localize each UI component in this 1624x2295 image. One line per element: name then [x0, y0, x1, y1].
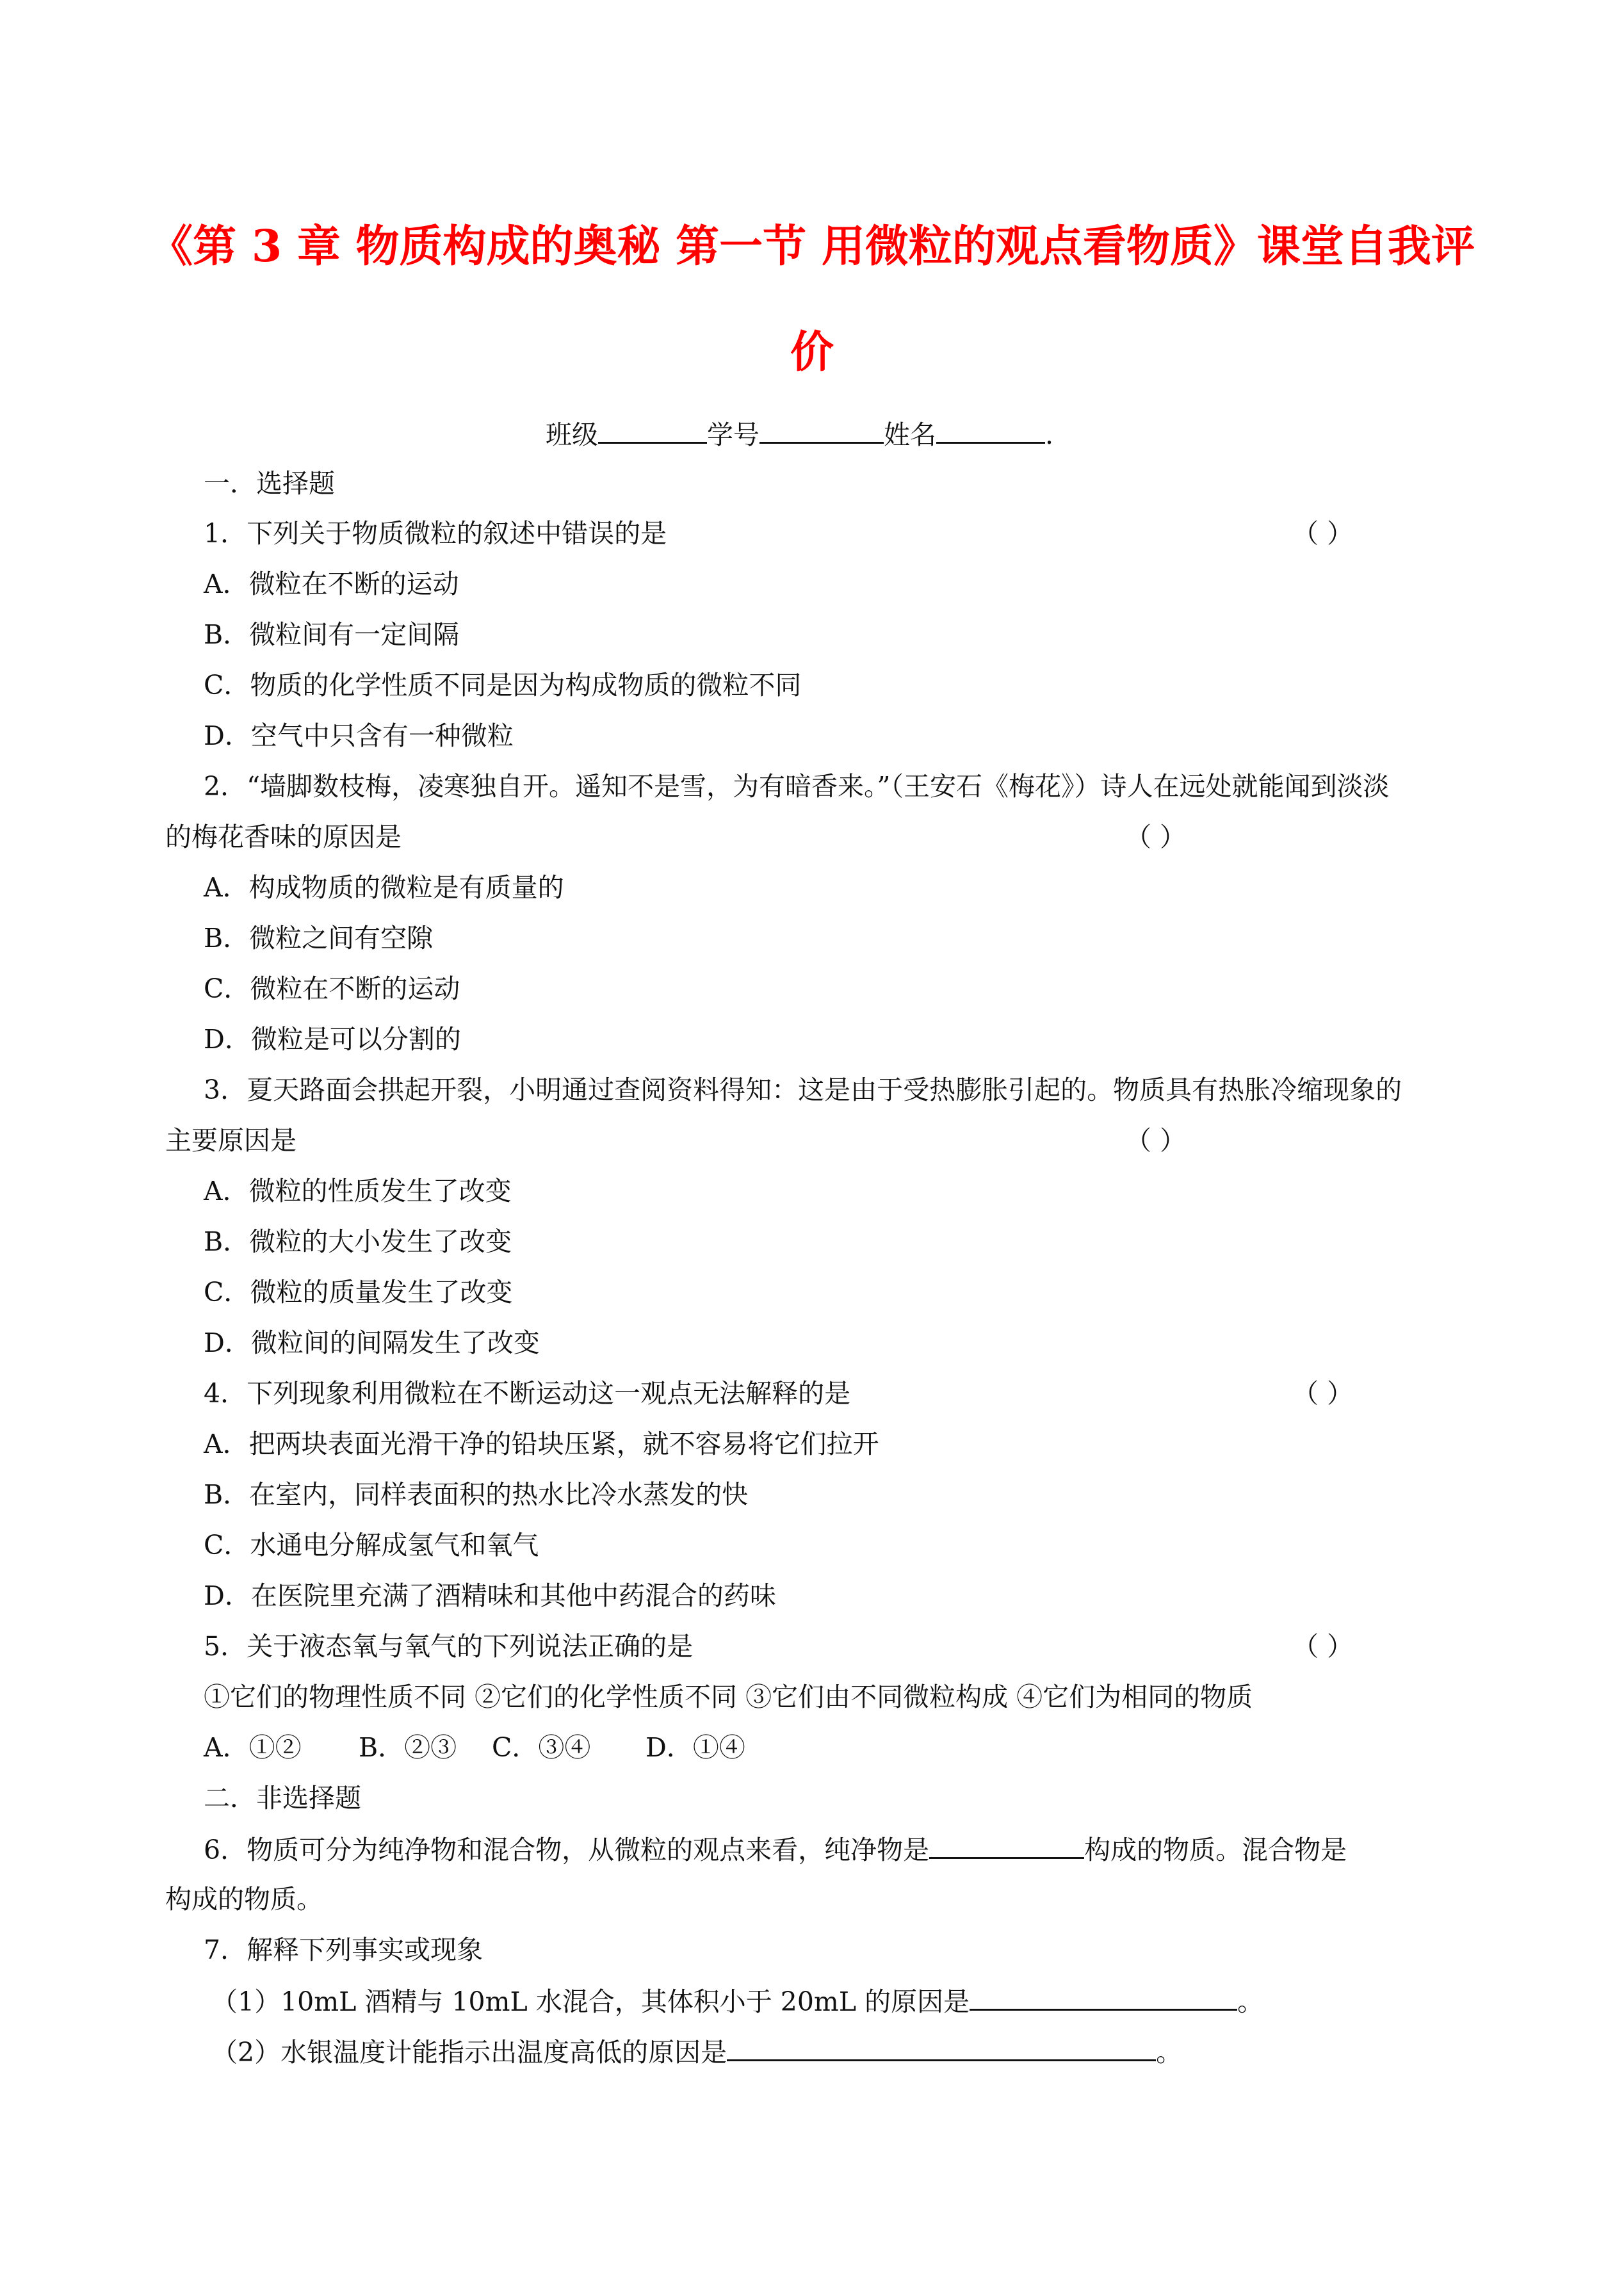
q3-option-a: A．微粒的性质发生了改变 — [204, 1176, 512, 1206]
q4-option-a: A．把两块表面光滑干净的铅块压紧，就不容易将它们拉开 — [204, 1429, 879, 1459]
q5-option-a: A．①② — [204, 1732, 302, 1763]
q2-stem-line2: 的梅花香味的原因是 — [165, 822, 402, 852]
name-blank[interactable] — [936, 416, 1045, 444]
q3-stem-line2: 主要原因是 — [165, 1125, 296, 1156]
section-nonchoice-heading: 二．非选择题 — [204, 1783, 361, 1813]
q3-option-d: D．微粒间的间隔发生了改变 — [204, 1327, 540, 1358]
q1-answer-paren[interactable]: （ ） — [1292, 518, 1354, 549]
q6-text-a: 6．物质可分为纯净物和混合物，从微粒的观点来看，纯净物是 — [204, 1835, 930, 1865]
q5-option-d: D．①④ — [646, 1732, 745, 1763]
q3-stem-line1: 3．夏天路面会拱起开裂，小明通过查阅资料得知：这是由于受热膨胀引起的。物质具有热胀冷缩现象的 — [204, 1075, 1402, 1105]
q6-pure-blank[interactable] — [929, 1831, 1084, 1859]
q6-stem-line2: 构成的物质。 — [165, 1884, 323, 1915]
q1-option-d: D．空气中只含有一种微粒 — [204, 720, 514, 751]
q5-stem: 5．关于液态氧与氧气的下列说法正确的是 — [204, 1631, 694, 1662]
q4-answer-paren[interactable]: （ ） — [1292, 1378, 1354, 1409]
info-end-mark: . — [1045, 419, 1054, 450]
q3-answer-paren[interactable]: （ ） — [1125, 1125, 1187, 1156]
q1-option-c: C．物质的化学性质不同是因为构成物质的微粒不同 — [204, 670, 802, 701]
document-title-line2: 价 — [790, 327, 834, 378]
q4-option-b: B．在室内，同样表面积的热水比冷水蒸发的快 — [204, 1479, 749, 1510]
q7-sub1-end: 。 — [1237, 1986, 1264, 2017]
q4-option-d: D．在医院里充满了酒精味和其他中药混合的药味 — [204, 1580, 776, 1611]
q2-option-b: B．微粒之间有空隙 — [204, 923, 434, 953]
q1-option-a: A．微粒在不断的运动 — [204, 569, 459, 599]
q5-options-row — [204, 1730, 745, 1765]
q2-option-d: D．微粒是可以分割的 — [204, 1024, 461, 1055]
class-label: 班级 — [546, 419, 598, 450]
q5-option-b: B．②③ — [359, 1732, 457, 1763]
q7-sub1 — [211, 1983, 1263, 2019]
q4-option-c: C．水通电分解成氢气和氧气 — [204, 1530, 539, 1561]
number-label: 学号 — [707, 419, 759, 450]
q4-stem: 4．下列现象利用微粒在不断运动这一观点无法解释的是 — [204, 1378, 851, 1409]
section-choice-heading: 一．选择题 — [204, 468, 335, 499]
q1-option-b: B．微粒间有一定间隔 — [204, 619, 460, 650]
q7-sub1-blank[interactable] — [970, 1983, 1237, 2011]
q7-stem: 7．解释下列事实或现象 — [204, 1934, 483, 1965]
number-blank[interactable] — [759, 416, 884, 444]
q2-option-a: A．构成物质的微粒是有质量的 — [204, 872, 564, 903]
q2-stem-line1: 2．“墙脚数枝梅，凌寒独自开。遥知不是雪，为有暗香来。”（王安石《梅花》）诗人在远处就能闻到淡淡 — [204, 771, 1390, 802]
q5-statements: ①它们的物理性质不同 ②它们的化学性质不同 ③它们由不同微粒构成 ④它们为相同的物质 — [204, 1682, 1253, 1712]
document-title-line1: 《第 3 章 物质构成的奥秘 第一节 用微粒的观点看物质》课堂自我评 — [149, 221, 1475, 272]
q3-option-c: C．微粒的质量发生了改变 — [204, 1277, 513, 1308]
q2-option-c: C．微粒在不断的运动 — [204, 973, 460, 1004]
q7-sub2-blank[interactable] — [727, 2034, 1156, 2061]
q7-sub2 — [211, 2034, 1182, 2070]
q7-sub2-end: 。 — [1156, 2037, 1183, 2068]
q6-text-b: 构成的物质。混合物是 — [1084, 1835, 1347, 1865]
q3-option-b: B．微粒的大小发生了改变 — [204, 1226, 512, 1257]
q1-stem: 1．下列关于物质微粒的叙述中错误的是 — [204, 518, 667, 549]
q7-sub1-text: （1）10mL 酒精与 10mL 水混合，其体积小于 20mL 的原因是 — [211, 1986, 970, 2017]
class-blank[interactable] — [598, 416, 707, 444]
q5-option-c: C．③④ — [492, 1732, 591, 1763]
q6-stem-line1 — [204, 1831, 1347, 1867]
student-info — [546, 416, 1053, 452]
q7-sub2-text: （2）水银温度计能指示出温度高低的原因是 — [211, 2037, 727, 2068]
name-label: 姓名 — [884, 419, 936, 450]
q2-answer-paren[interactable]: （ ） — [1125, 822, 1187, 852]
q5-answer-paren[interactable]: （ ） — [1292, 1631, 1354, 1662]
